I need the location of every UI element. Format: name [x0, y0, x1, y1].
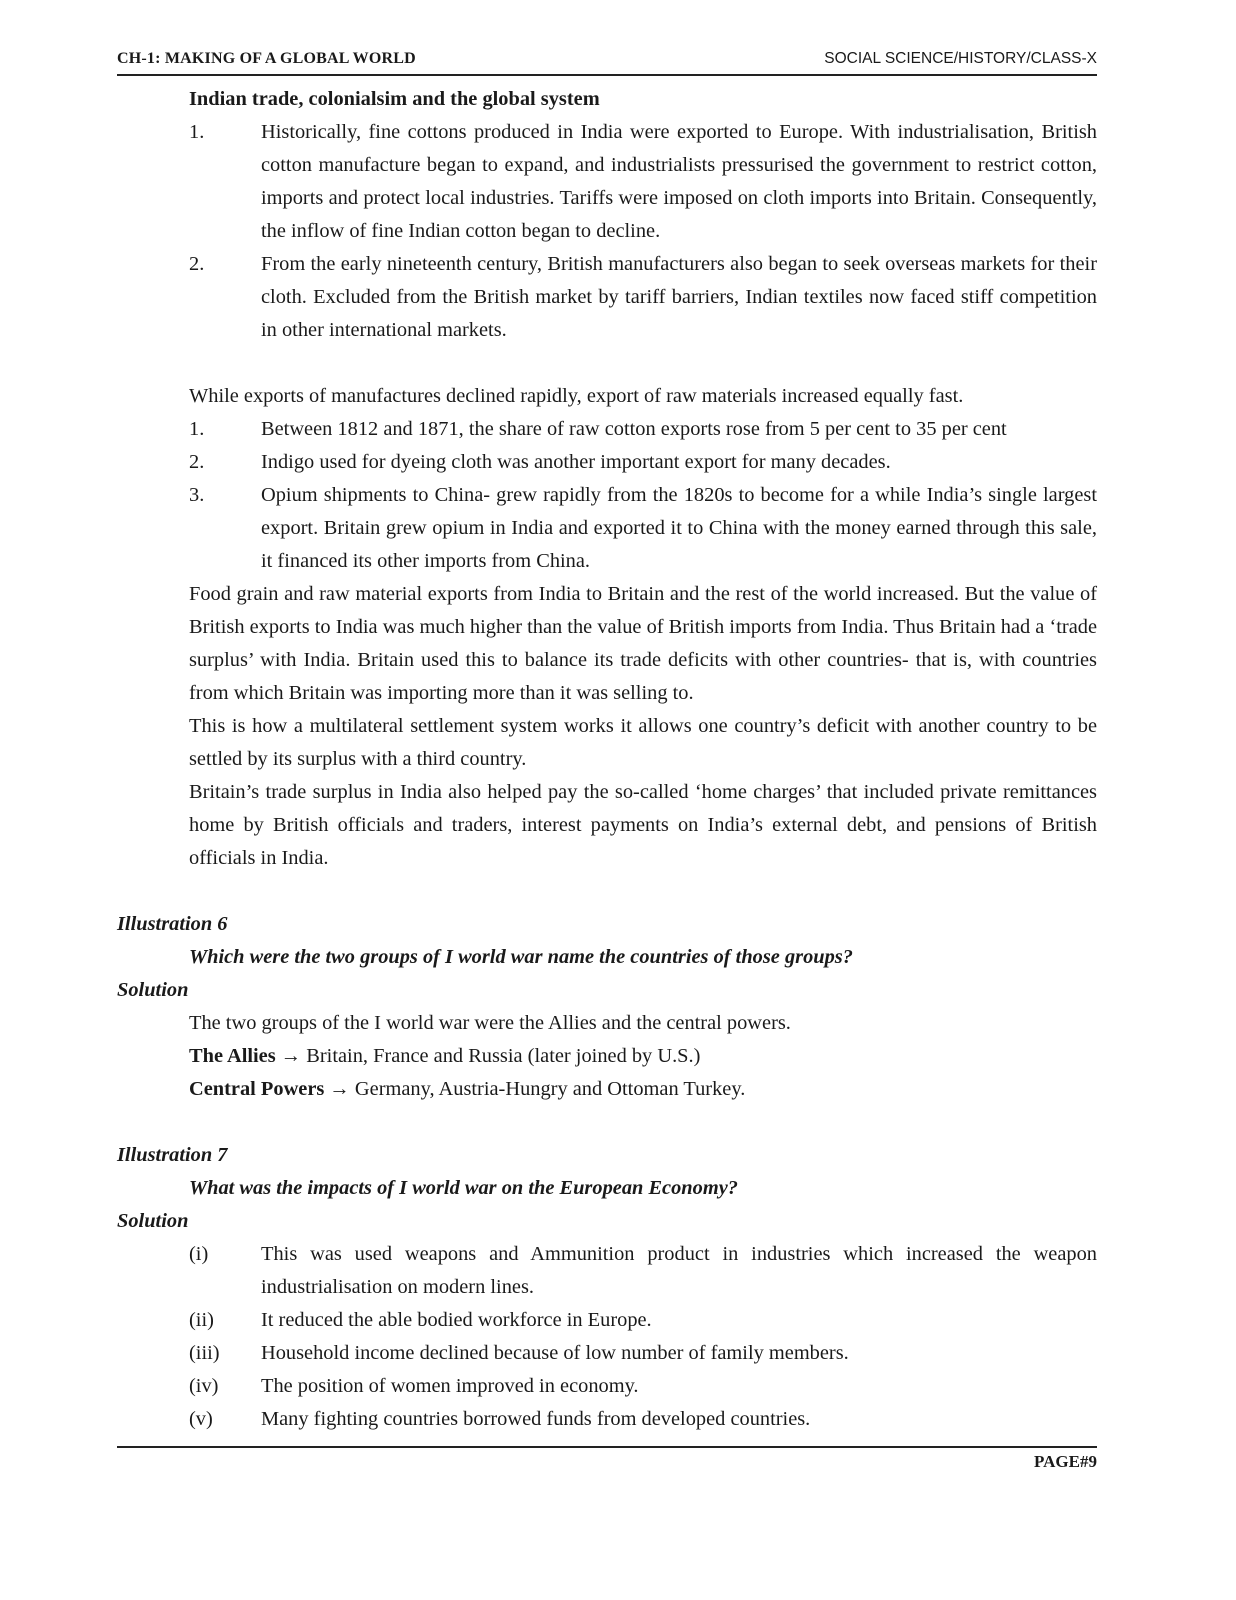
list-item [117, 116, 1097, 248]
solution-label: Solution [117, 1210, 189, 1232]
list-text: From the early nineteenth century, British manufacturers also began to seek overseas markets for their cloth. Excluded from the British market by tariff barriers, Indian textiles now faced stiff competition in other international markets. [261, 253, 1097, 341]
illustration-question: What was the impacts of I world war on the European Economy? [189, 1177, 738, 1199]
paragraph: This is how a multilateral settlement system works it allows one country’s deficit with another country to be settled by its surplus with a third country. [189, 715, 1097, 770]
allies-text: Britain, France and Russia (later joined by U.S.) [306, 1045, 701, 1067]
list-item [117, 479, 1097, 578]
list-text: The position of women improved in economy. [261, 1375, 639, 1397]
list-item [117, 446, 1097, 479]
list-item [117, 1337, 1097, 1370]
page-header [117, 46, 1097, 76]
list-text: Historically, fine cottons produced in India were exported to Europe. With industrialisation, British cotton manufacture began to expand, and industrialists pressurised the government to restrict cotton, imports and protect local industries. Tariffs were imposed on cloth imports into Britain. Consequently, the inflow of fine Indian cotton began to decline. [261, 121, 1097, 242]
list-number: 1. [189, 418, 205, 440]
list-number: (i) [189, 1243, 209, 1265]
list-number: 2. [189, 253, 205, 275]
list-number: (iv) [189, 1375, 219, 1397]
list-item [117, 1304, 1097, 1337]
list-text: This was used weapons and Ammunition product in industries which increased the weapon industrialisation on modern lines. [261, 1243, 1097, 1298]
paragraph: While exports of manufactures declined rapidly, export of raw materials increased equally fast. [189, 385, 964, 407]
list-number: 3. [189, 484, 205, 506]
list-item [117, 248, 1097, 347]
list-text: Indigo used for dyeing cloth was another important export for many decades. [261, 451, 891, 473]
illustration-question: Which were the two groups of I world war name the countries of those groups? [189, 946, 853, 968]
subject-title: SOCIAL SCIENCE/HISTORY/CLASS-X [824, 50, 1097, 67]
paragraph: Food grain and raw material exports from India to Britain and the rest of the world increased. But the value of British exports to India was much higher than the value of British imports from India. Thus Britain had a ‘trade surplus’ with India. Britain used this to balance its trade deficits with other countries- that is, with countries from which Britain was importing more than it was selling to. [189, 583, 1097, 704]
central-label: Central Powers [189, 1078, 325, 1100]
list-number: 1. [189, 121, 205, 143]
list-text: Household income declined because of low number of family members. [261, 1342, 849, 1364]
list-item [117, 1403, 1097, 1436]
list-number: 2. [189, 451, 205, 473]
arrow-icon: → [324, 1078, 355, 1100]
central-line [189, 1073, 1097, 1106]
list-item [117, 1238, 1097, 1304]
list-text: Opium shipments to China- grew rapidly from the 1820s to become for a while India’s single largest export. Britain grew opium in India and exported it to China with the money earned through this sale, it financed its other imports from China. [261, 484, 1097, 572]
list-item [117, 1370, 1097, 1403]
list-number: (v) [189, 1408, 213, 1430]
paragraph: Britain’s trade surplus in India also helped pay the so-called ‘home charges’ that included private remittances home by British officials and traders, interest payments on India’s external debt, and pensions of British officials in India. [189, 781, 1097, 869]
allies-line [189, 1040, 1097, 1073]
answer-text: The two groups of the I world war were the Allies and the central powers. [189, 1012, 791, 1034]
illustration-label: Illustration 6 [117, 913, 228, 935]
illustration-label: Illustration 7 [117, 1144, 228, 1166]
page-number: PAGE#9 [1034, 1452, 1097, 1471]
list-text: Between 1812 and 1871, the share of raw cotton exports rose from 5 per cent to 35 per cent [261, 418, 1007, 440]
footer-divider [117, 1446, 1097, 1448]
list-number: (ii) [189, 1309, 214, 1331]
chapter-title: CH-1: MAKING OF A GLOBAL WORLD [117, 50, 416, 67]
list-item [117, 413, 1097, 446]
arrow-icon: → [275, 1045, 307, 1067]
allies-label: The Allies [189, 1045, 276, 1067]
solution-label: Solution [117, 979, 189, 1001]
list-number: (iii) [189, 1342, 220, 1364]
page-content [117, 83, 1097, 1436]
list-text: It reduced the able bodied workforce in Europe. [261, 1309, 652, 1331]
section-title: Indian trade, colonialsim and the global system [189, 88, 600, 110]
central-text: Germany, Austria-Hungry and Ottoman Turkey. [354, 1078, 746, 1100]
list-text: Many fighting countries borrowed funds from developed countries. [261, 1408, 811, 1430]
